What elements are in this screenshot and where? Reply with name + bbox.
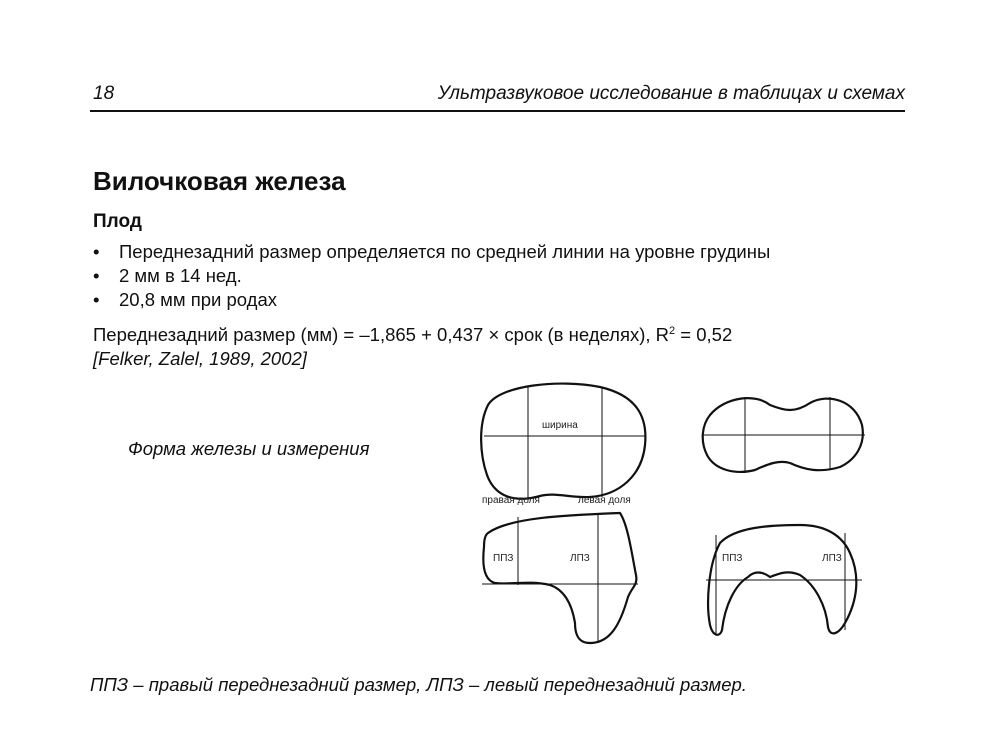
bullet-icon: • [93, 289, 100, 310]
thymus-shape-diagram [470, 375, 870, 665]
lpz-label: ЛПЗ [570, 553, 590, 564]
right-lobe-label: правая доля [482, 495, 540, 506]
list-item-text: 2 мм в 14 нед. [119, 265, 242, 286]
list-item-text: Переднезадний размер определяется по средней линии на уровне грудины [119, 241, 771, 262]
formula-superscript: 2 [669, 324, 676, 337]
ppz-label: ППЗ [722, 553, 743, 564]
shape-irregular [482, 513, 638, 643]
formula-main: Переднезадний размер (мм) = –1,865 + 0,437 × срок (в неделях), R [93, 324, 670, 345]
regression-formula [93, 324, 732, 346]
shape-horseshoe [706, 525, 862, 635]
header-rule [90, 110, 905, 112]
shape-oval [481, 384, 646, 499]
shape-dumbbell [703, 397, 865, 473]
citation: [Felker, Zalel, 1989, 2002] [93, 348, 307, 369]
left-lobe-label: левая доля [578, 495, 631, 506]
list-item-text: 20,8 мм при родах [119, 289, 278, 310]
section-title: Вилочковая железа [93, 166, 346, 196]
list-item [93, 240, 770, 264]
section-subtitle: Плод [93, 211, 142, 232]
width-label: ширина [542, 420, 578, 431]
figure-caption: Форма железы и измерения [128, 438, 370, 459]
bullet-icon: • [93, 241, 100, 262]
bullet-icon: • [93, 265, 100, 286]
formula-tail: = 0,52 [675, 324, 733, 345]
ppz-label: ППЗ [493, 553, 514, 564]
bullet-list [93, 240, 770, 312]
list-item [93, 288, 770, 312]
footer-note: ППЗ – правый переднезадний размер, ЛПЗ – левый переднезадний размер. [90, 674, 747, 695]
running-header-title: Ультразвуковое исследование в таблицах и схемах [437, 83, 905, 104]
list-item [93, 264, 770, 288]
page-number: 18 [93, 83, 115, 104]
lpz-label: ЛПЗ [822, 553, 842, 564]
